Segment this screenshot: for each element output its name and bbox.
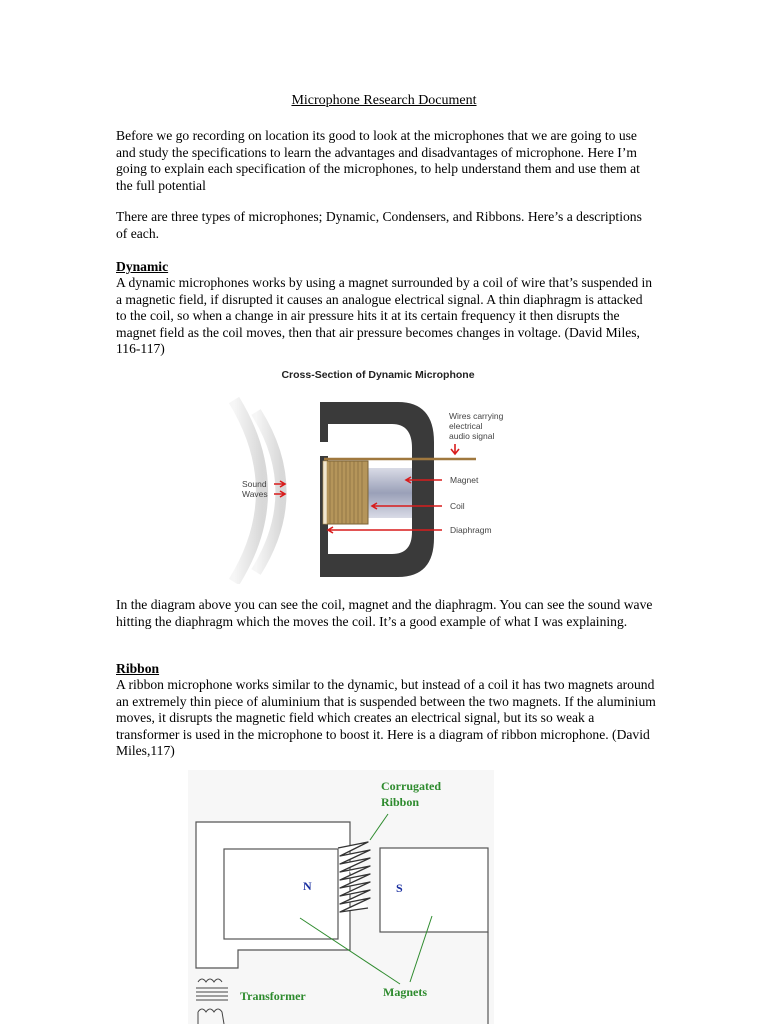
dynamic-heading: Dynamic	[116, 259, 169, 274]
wires-arrow	[451, 444, 459, 454]
north-magnet	[224, 849, 338, 939]
ribbon-paragraph: A ribbon microphone works similar to the dynamic, but instead of a coil it has two magnets around an extremely thin piece of aluminium that is suspended between the two magnets. If the aluminium moves, it disrupts the magnetic field which creates an electrical signal, but its so weak a transformer is used in the microphone to boost it. Here is a diagram of ribbon microphone. (David Miles,117)	[116, 677, 656, 758]
diagram-explanation-paragraph: In the diagram above you can see the coil, magnet and the diaphragm. You can see the sound wave hitting the diaphragm which the moves the coil. It’s a good example of what I was explaining.	[116, 597, 653, 629]
corrugated-label-line1: Corrugated	[381, 779, 441, 793]
sound-label-line1: Sound	[242, 479, 267, 489]
dynamic-microphone-diagram	[228, 362, 528, 584]
transformer-label: Transformer	[240, 989, 306, 1003]
magnet-label: Magnet	[450, 475, 479, 485]
wires-label-line1: Wires carrying	[449, 411, 504, 421]
ribbon-microphone-diagram	[188, 770, 494, 1024]
wires-label-line2: electrical	[449, 421, 483, 431]
wires-label-line3: audio signal	[449, 431, 495, 441]
coil-label: Coil	[450, 501, 465, 511]
magnet	[366, 468, 412, 518]
sound-label-line2: Waves	[242, 489, 268, 499]
diaphragm	[323, 461, 327, 524]
intro-paragraph: Before we go recording on location its good to look at the microphones that we are going to use and study the specifications to learn the advantages and disadvantages of microphone. Here I’m going to explain each specification of the microphones, to help understand them and use them at the full potential	[116, 128, 640, 193]
diaphragm-label: Diaphragm	[450, 525, 492, 535]
south-pole-label: S	[396, 881, 403, 895]
ribbon-heading: Ribbon	[116, 661, 160, 676]
north-pole-label: N	[303, 879, 312, 893]
document-title: Microphone Research Document	[291, 93, 477, 108]
housing-gap	[320, 442, 328, 456]
magnets-label: Magnets	[383, 985, 427, 999]
types-intro-paragraph: There are three types of microphones; Dynamic, Condensers, and Ribbons. Here’s a descriptions of each.	[116, 209, 642, 241]
corrugated-label-line2: Ribbon	[381, 795, 420, 809]
dynamic-paragraph: A dynamic microphones works by using a magnet surrounded by a coil of wire that’s suspended in a magnetic field, if disrupted it causes an analogue electrical signal. A thin diaphragm is attacked to the coil, so when a change in air pressure hits it at its certain frequency it then disrupts the magnet field as the coil moves, then that air pressure becomes changes in voltage. (David Miles, 116-117)	[116, 275, 653, 356]
dynamic-diagram-title: Cross-Section of Dynamic Microphone	[281, 369, 475, 381]
